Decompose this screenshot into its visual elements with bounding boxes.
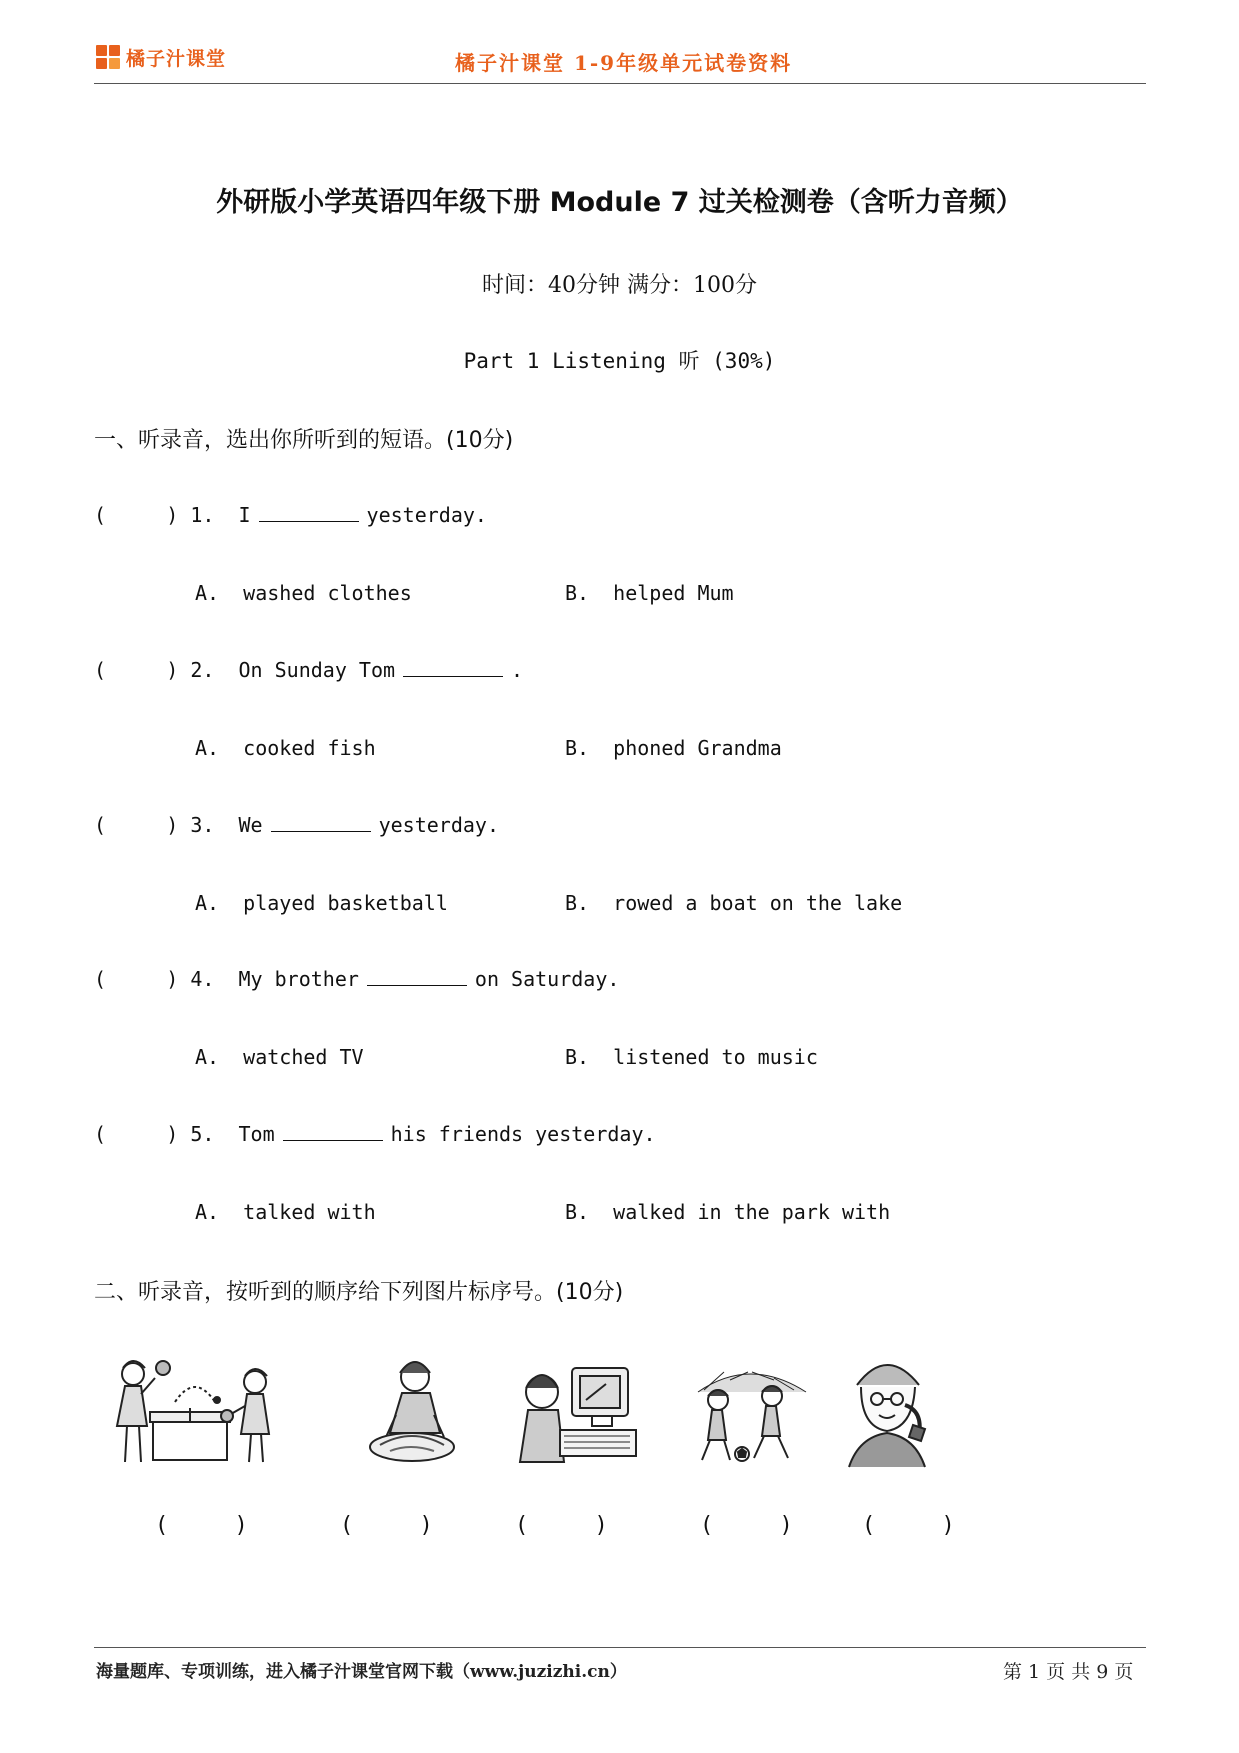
question-5 [94,1122,656,1146]
answer-paren-5[interactable]: ( ) [862,1513,955,1538]
question-1 [94,503,487,527]
question-text: . [511,658,524,682]
question-text: his friends yesterday. [390,1122,656,1146]
option-a: A. talked with [195,1200,376,1224]
grandma-on-phone-image [835,1355,945,1470]
question-text: ( ) 5. Tom [94,1122,275,1146]
answer-paren-1[interactable]: ( ) [155,1513,248,1538]
option-a: A. washed clothes [195,581,412,605]
boys-playing-football-image [690,1362,810,1467]
option-b: B. listened to music [565,1045,818,1069]
option-b: B. helped Mum [565,581,734,605]
time-and-score: 时间：40分钟 满分：100分 [482,273,757,298]
boy-at-computer-image [510,1360,640,1470]
header-divider [94,83,1146,84]
question-text: ( ) 4. My brother [94,967,359,991]
answer-paren-3[interactable]: ( ) [515,1513,608,1538]
question-3 [94,813,499,837]
header-title: 橘子汁课堂 1-9年级单元试卷资料 [455,51,793,75]
logo [96,44,226,71]
question-text: ( ) 2. On Sunday Tom [94,658,396,682]
footer-divider [94,1647,1146,1648]
part-heading: Part 1 Listening 听 (30%) [463,349,776,373]
question-4 [94,967,619,991]
question-text: ( ) 1. I [94,503,251,527]
question-text: on Saturday. [474,967,620,991]
answer-blank[interactable] [271,817,371,832]
logo-icon [96,45,122,71]
question-text: ( ) 3. We [94,813,263,837]
answer-paren-2[interactable]: ( ) [340,1513,433,1538]
answer-blank[interactable] [403,662,503,677]
option-b: B. phoned Grandma [565,736,782,760]
answer-blank[interactable] [367,971,467,986]
option-b: B. walked in the park with [565,1200,891,1224]
page-number: 第 1 页 共 9 页 [1003,1661,1134,1683]
option-a: A. played basketball [195,891,448,915]
option-a: A. watched TV [195,1045,364,1069]
footer-website-text: 海量题库、专项训练，进入橘子汁课堂官网下载（www.juzizhi.cn） [96,1662,627,1682]
option-a: A. cooked fish [195,736,376,760]
question-text: yesterday. [378,813,499,837]
ping-pong-players-image [105,1352,280,1467]
girl-cooking-image [360,1355,465,1470]
section1-heading: 一、听录音，选出你所听到的短语。(10分) [94,428,514,453]
document-title: 外研版小学英语四年级下册 Module 7 过关检测卷（含听力音频） [216,187,1023,218]
answer-blank[interactable] [259,507,359,522]
question-2 [94,658,523,682]
question-text: yesterday. [366,503,487,527]
answer-blank[interactable] [283,1126,383,1141]
logo-text: 橘子汁课堂 [126,48,227,70]
section2-heading: 二、听录音，按听到的顺序给下列图片标序号。(10分) [94,1280,624,1305]
option-b: B. rowed a boat on the lake [565,891,903,915]
answer-paren-4[interactable]: ( ) [700,1513,793,1538]
